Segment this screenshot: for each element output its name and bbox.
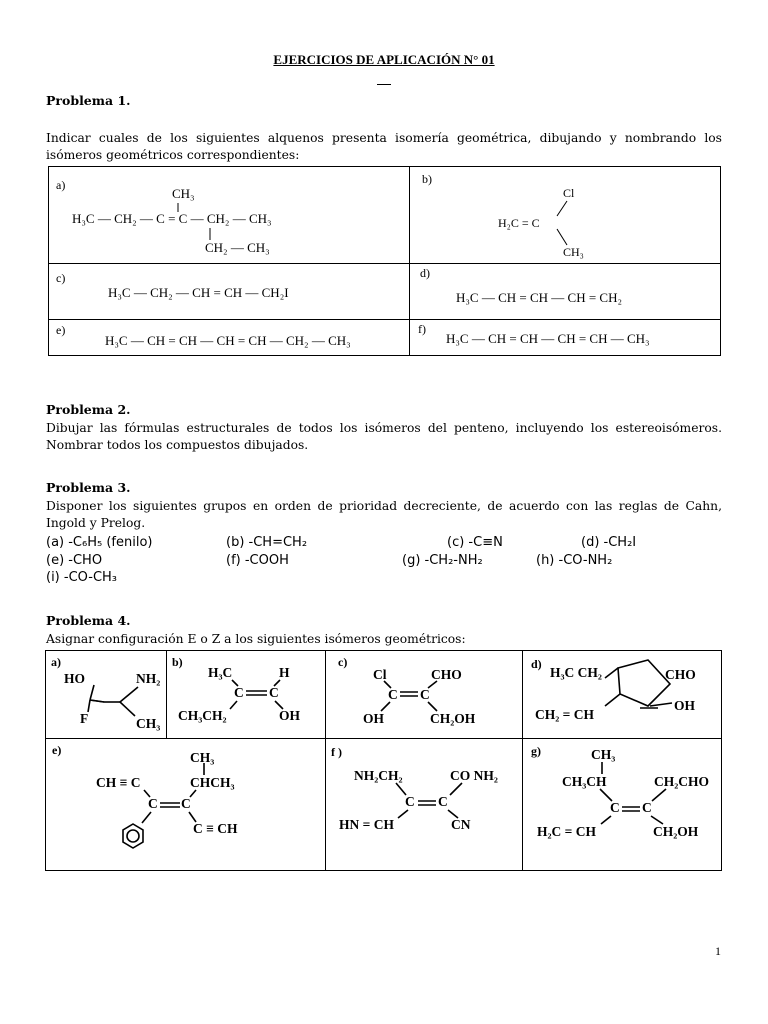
problem-1-title: Problema 1. [46,93,131,108]
subst-4g-ch3: CH₃ [591,747,616,762]
formula-1d: H₃C — CH = CH — CH = CH₂ [456,290,623,305]
formula-1c: H₃C — CH₂ — CH = CH — CH₂I [108,285,289,300]
problem-2-text: Dibujar las fórmulas estructurales de todos los isómeros del penteno, incluyendo los estereoisómeros. Nombrar todos los compuestos dibujados. [46,421,722,452]
subst-4f-c2: C [438,794,448,809]
subst-4b-c1: C [234,685,244,700]
label-4a: a) [51,655,61,669]
subst-4d-oh: OH [674,698,696,713]
subst-4g-c2: C [642,800,652,815]
page-title: EJERCICIOS DE APLICACIÓN N° 01 [273,52,495,67]
subst-4e-ch3: CH₃ [190,750,215,765]
subst-4g-ch2oh: CH₂OH [653,824,699,839]
problem-3-text: Disponer los siguientes grupos en orden de prioridad decreciente, de acuerdo con las reglas de Cahn, Ingold y Prelog. [46,499,722,530]
group-h: (h) -CO-NH₂ [536,553,613,568]
formula-1a-bottom: CH₂ — CH₃ [205,240,270,255]
label-4c: c) [338,655,348,669]
subst-4g-ch3ch: CH₃CH [562,774,607,789]
group-i: (i) -CO-CH₃ [46,570,118,585]
subst-4b-ch3ch2: CH₃CH₂ [178,708,227,723]
subst-4c-ch2oh: CH₂OH [430,711,476,726]
subst-4b-oh: OH [279,708,301,723]
group-g: (g) -CH₂-NH₂ [402,553,483,568]
page-number: 1 [715,944,721,958]
label-1d: d) [420,266,430,280]
subst-4a-ch3: CH₃ [136,716,161,731]
subst-4e-chc: CH ≡ C [96,775,141,790]
label-1a: a) [56,178,66,192]
subst-4g-h2cch: H₂C = CH [537,824,596,839]
subst-4g-c1: C [610,800,620,815]
label-4d: d) [531,657,542,671]
formula-1b-bottom: CH₃ [563,245,584,259]
formula-1e: H₃C — CH = CH — CH = CH — CH₂ — CH₃ [105,333,351,348]
formula-1a-top: CH₃ [172,186,195,201]
subst-4c-oh: OH [363,711,385,726]
label-4e: e) [52,743,62,757]
subst-4e-chch3: CHCH₃ [190,775,235,790]
subst-4f-cn: CN [451,817,471,832]
problem-4-text: Asignar configuración E o Z a los siguientes isómeros geométricos: [46,632,466,646]
subst-4b-h3c: H₃C [208,665,233,680]
subst-4a-nh2: NH₂ [136,671,161,686]
group-e: (e) -CHO [46,553,103,568]
label-1b: b) [422,172,432,186]
subst-4c-cho: CHO [431,667,462,682]
subst-4f-hnch: HN = CH [339,817,394,832]
label-4b: b) [172,655,183,669]
problem-2-title: Problema 2. [46,402,131,417]
group-d: (d) -CH₂I [581,535,637,550]
subst-4c-cl: Cl [373,667,387,682]
group-a: (a) -C₆H₅ (fenilo) [46,535,153,550]
subst-4d-h3cch2: H₃C CH₂ [550,665,602,680]
subst-4b-h: H [279,665,290,680]
subst-4d-ch2ch: CH₂ = CH [535,707,594,722]
formula-1a-chain: H₃C — CH₂ — C = C — CH₂ — CH₃ [72,211,272,226]
label-4g: g) [531,744,541,758]
problem-1-text: Indicar cuales de los siguientes alquenos presenta isomería geométrica, dibujando y nombrando los isómeros geométricos correspondientes: [46,131,722,162]
problem-3-title: Problema 3. [46,480,131,495]
subst-4f-conh2: CO NH₂ [450,768,498,783]
label-1e: e) [56,323,66,337]
subst-4f-nh2ch2: NH₂CH₂ [354,768,403,783]
subst-4e-c2: C [181,796,191,811]
subst-4e-cch: C ≡ CH [193,821,238,836]
formula-1f: H₃C — CH = CH — CH = CH — CH₃ [446,331,650,346]
problem-4-title: Problema 4. [46,613,131,628]
formula-1b-main: H₂C = C [498,216,540,230]
subst-4a-ho: HO [64,671,86,686]
formula-1b-top: Cl [563,186,575,200]
subst-4c-c1: C [388,687,398,702]
subst-4g-ch2cho: CH₂CHO [654,774,710,789]
subst-4c-c2: C [420,687,430,702]
label-4f: f ) [331,745,342,759]
group-c: (c) -C≡N [447,535,503,550]
group-b: (b) -CH=CH₂ [226,535,308,550]
label-1c: c) [56,271,66,285]
subst-4d-cho: CHO [665,667,696,682]
subst-4b-c2: C [269,685,279,700]
label-1f: f) [418,322,426,336]
subst-4f-c1: C [405,794,415,809]
subst-4a-f: F [80,711,89,726]
group-f: (f) -COOH [226,553,289,568]
subst-4e-c1: C [148,796,158,811]
